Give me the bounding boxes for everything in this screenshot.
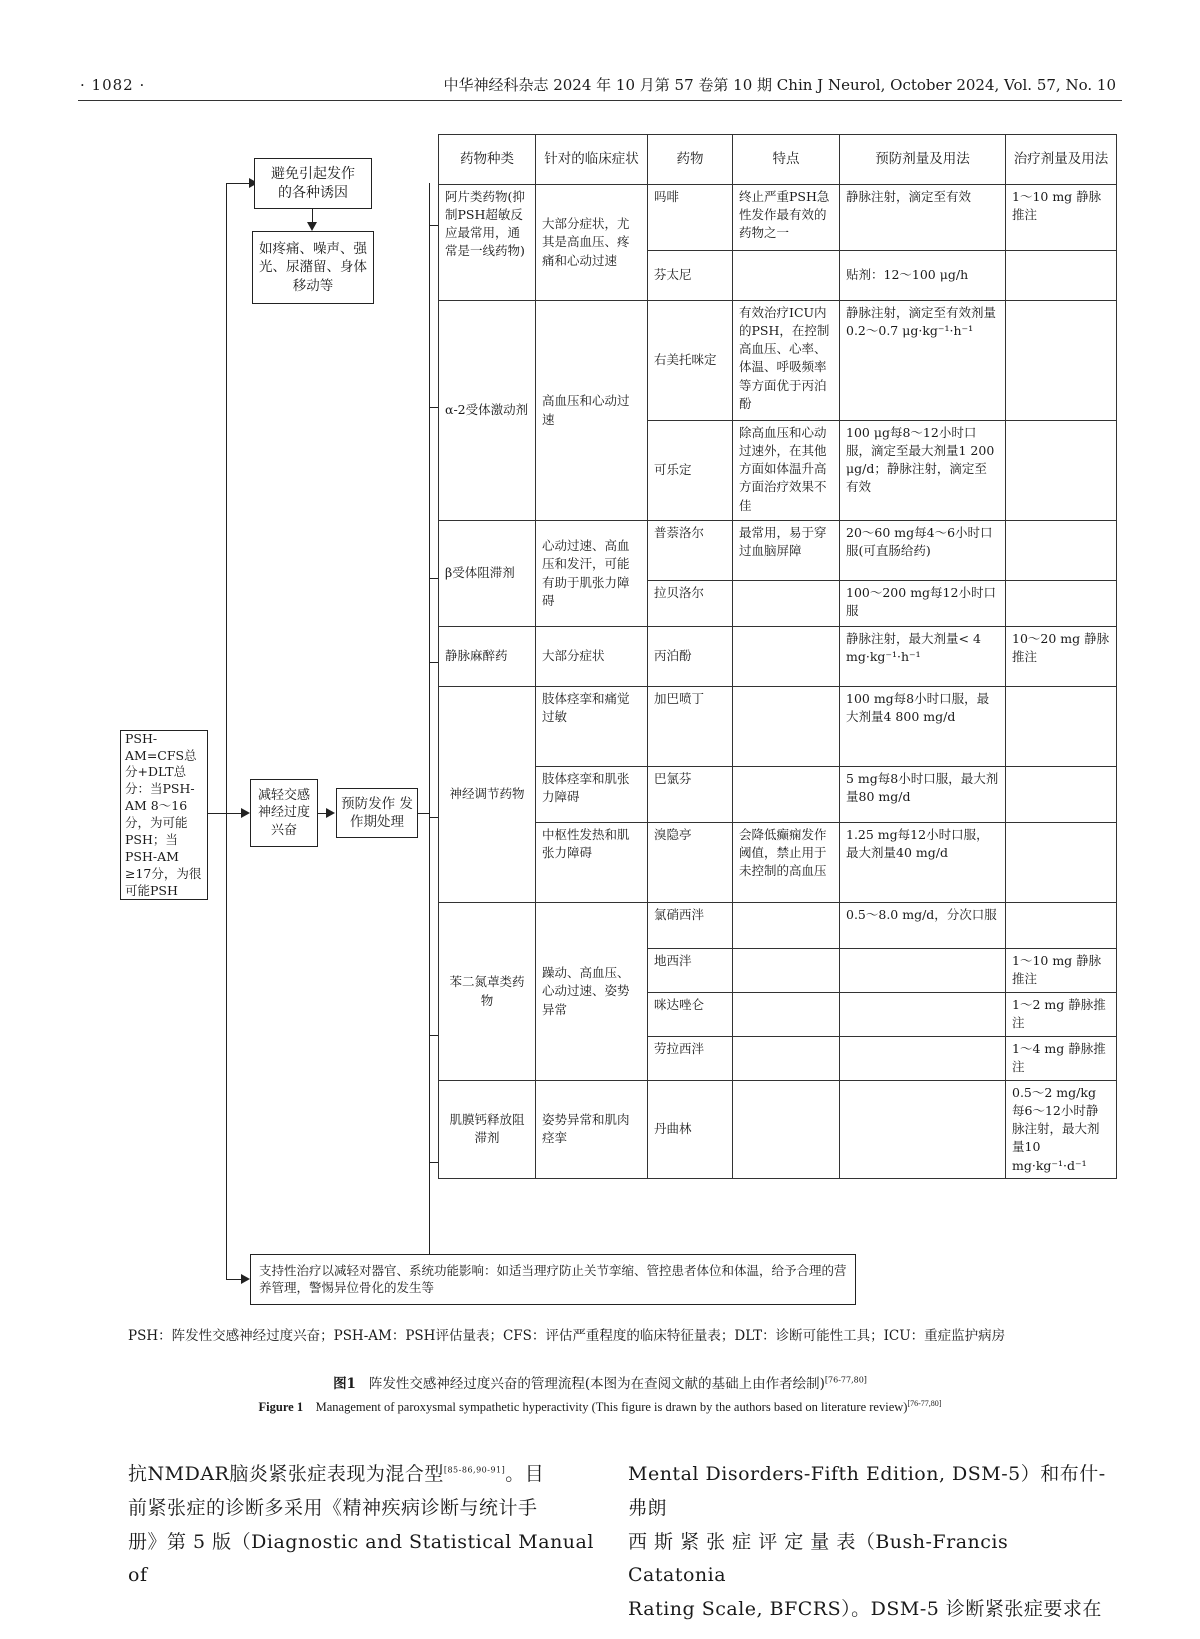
- treat-cell: [1006, 903, 1117, 949]
- header-prevent-dose: 预防剂量及用法: [840, 135, 1006, 185]
- treat-cell: 10～20 mg 静脉推注: [1006, 627, 1117, 687]
- trigger-examples-box: 如疼痛、噪声、强光、尿潴留、身体移动等: [252, 231, 374, 304]
- treat-cell: 0.5～2 mg/kg 每6～12小时静脉注射，最大剂量10 mg·kg⁻¹·d⁻¹: [1006, 1081, 1117, 1179]
- header-rule: [78, 100, 1122, 101]
- treat-cell: 1～10 mg 静脉推注: [1006, 185, 1117, 251]
- caption-text-cn: 阵发性交感神经过度兴奋的管理流程(本图为在查阅文献的基础上由作者绘制): [368, 1376, 825, 1392]
- treat-cell: 1～4 mg 静脉推注: [1006, 1037, 1117, 1081]
- prevent-treat-box: 预防发作 发作期处理: [336, 788, 418, 838]
- avoid-triggers-box: 避免引起发作的各种诱因: [254, 158, 372, 209]
- treat-cell: [1006, 301, 1117, 421]
- prevent-cell: 100～200 mg每12小时口服: [840, 581, 1006, 627]
- table-row: [439, 185, 1117, 251]
- bracket-tick-beta: [429, 578, 438, 579]
- page-number: · 1082 ·: [80, 76, 146, 94]
- drug-cell: 丹曲林: [648, 1081, 733, 1179]
- table-row: [439, 767, 1117, 823]
- treat-cell: [1006, 687, 1117, 767]
- treat-cell: [1006, 823, 1117, 903]
- prevent-cell: 静脉注射，最大剂量< 4 mg·kg⁻¹·h⁻¹: [840, 627, 1006, 687]
- header-drug: 药物: [648, 135, 733, 185]
- prevent-cell: 20～60 mg每4～6小时口服(可直肠给药): [840, 521, 1006, 581]
- body-line: 西 斯 紧 张 症 评 定 量 表（Bush-Francis Catatonia: [628, 1530, 1009, 1587]
- treat-cell: [1006, 581, 1117, 627]
- treat-cell: [1006, 521, 1117, 581]
- table-row: [439, 823, 1117, 903]
- figure-caption-en: [0, 1399, 1200, 1415]
- table-row: [439, 627, 1117, 687]
- arrow-to-support: [241, 1274, 250, 1284]
- drug-cell: 可乐定: [648, 421, 733, 521]
- figure-footnote: PSH：阵发性交感神经过度兴奋；PSH-AM：PSH评估量表；CFS：评估严重程度的临床特征量表；DLT：诊断可能性工具；ICU：重症监护病房: [128, 1328, 1006, 1344]
- category-cell: β受体阻滞剂: [439, 521, 536, 627]
- category-cell: 神经调节药物: [439, 687, 536, 903]
- feature-cell: [733, 251, 840, 301]
- prevent-cell: [840, 1037, 1006, 1081]
- bracket-tick-opioid: [429, 225, 438, 226]
- drug-cell: 吗啡: [648, 185, 733, 251]
- feature-cell: 有效治疗ICU内的PSH，在控制高血压、心率、体温、呼吸频率等方面优于丙泊酚: [733, 301, 840, 421]
- category-cell: 静脉麻醉药: [439, 627, 536, 687]
- symptom-cell: 躁动、高血压、心动过速、姿势异常: [536, 903, 648, 1081]
- psh-assessment-box: PSH-AM=CFS总分+DLT总分：当PSH-AM 8～16分，为可能PSH；当PSH-AM ≥17分，为很可能PSH: [120, 730, 208, 900]
- table-bracket-line: [429, 183, 430, 1284]
- arrow-to-reduce: [241, 808, 250, 818]
- caption-label-en: Figure 1: [258, 1400, 304, 1415]
- feature-cell: [733, 903, 840, 949]
- symptom-cell: 肢体痉挛和痛觉过敏: [536, 687, 648, 767]
- prevent-cell: 5 mg每8小时口服，最大剂量80 mg/d: [840, 767, 1006, 823]
- table-row: [439, 1081, 1117, 1179]
- feature-cell: [733, 581, 840, 627]
- drug-table: [438, 134, 1117, 1179]
- drug-cell: 地西泮: [648, 949, 733, 993]
- category-cell: 苯二氮䓬类药物: [439, 903, 536, 1081]
- caption-ref-cn: [76-77,80]: [824, 1375, 867, 1385]
- prevent-cell: 100 μg每8～12小时口服，滴定至最大剂量1 200 μg/d；静脉注射，滴定至有效: [840, 421, 1006, 521]
- prevent-cell: [840, 1081, 1006, 1179]
- treat-cell: [1006, 421, 1117, 521]
- symptom-cell: 心动过速、高血压和发汗，可能有助于肌张力障碍: [536, 521, 648, 627]
- feature-cell: [733, 767, 840, 823]
- symptom-cell: 大部分症状，尤其是高血压、疼痛和心动过速: [536, 185, 648, 301]
- symptom-cell: 高血压和心动过速: [536, 301, 648, 521]
- header-treat-dose: 治疗剂量及用法: [1006, 135, 1117, 185]
- feature-cell: 终止严重PSH急性发作最有效的药物之一: [733, 185, 840, 251]
- symptom-cell: 大部分症状: [536, 627, 648, 687]
- header-symptom: 针对的临床症状: [536, 135, 648, 185]
- bracket-tick-ryanodine: [429, 1162, 438, 1163]
- category-cell: 肌膜钙释放阻滞剂: [439, 1081, 536, 1179]
- feature-cell: [733, 949, 840, 993]
- feature-cell: [733, 993, 840, 1037]
- reduce-sympathetic-box: 减轻交感神经过度兴奋: [250, 779, 318, 847]
- prevent-cell: 静脉注射，滴定至有效剂量0.2～0.7 μg·kg⁻¹·h⁻¹: [840, 301, 1006, 421]
- body-line: 抗NMDAR脑炎紧张症表现为混合型[85-86,90-91]。目: [128, 1463, 545, 1485]
- body-left-column: [128, 1458, 598, 1593]
- feature-cell: [733, 1037, 840, 1081]
- bracket-tick-neuro: [429, 817, 438, 818]
- feature-cell: [733, 627, 840, 687]
- body-line: 前紧张症的诊断多采用《精神疾病诊断与统计手: [128, 1496, 538, 1519]
- prevent-cell: 静脉注射，滴定至有效: [840, 185, 1006, 251]
- body-line: Mental Disorders-Fifth Edition, DSM-5）和布什-弗朗: [628, 1463, 1106, 1519]
- table-row: [439, 301, 1117, 421]
- drug-cell: 咪达唑仑: [648, 993, 733, 1037]
- prevent-cell: [840, 949, 1006, 993]
- journal-header: 中华神经科杂志 2024 年 10 月第 57 卷第 10 期 Chin J Neurol, October 2024, Vol. 57, No. 10: [443, 76, 1116, 94]
- feature-cell: [733, 687, 840, 767]
- feature-cell: 会降低癫痫发作阈值，禁止用于未控制的高血压: [733, 823, 840, 903]
- symptom-cell: 姿势异常和肌肉痉挛: [536, 1081, 648, 1179]
- feature-cell: 除高血压和心动过速外，在其他方面如体温升高方面治疗效果不佳: [733, 421, 840, 521]
- prevent-cell: [840, 993, 1006, 1037]
- treat-cell: 1～10 mg 静脉推注: [1006, 949, 1117, 993]
- prevent-cell: 1.25 mg每12小时口服，最大剂量40 mg/d: [840, 823, 1006, 903]
- symptom-cell: 中枢性发热和肌张力障碍: [536, 823, 648, 903]
- prevent-to-bracket-line: [418, 813, 429, 814]
- caption-label-cn: 图1: [333, 1376, 356, 1392]
- drug-cell: 拉贝洛尔: [648, 581, 733, 627]
- caption-ref-en: [76-77,80]: [907, 1399, 942, 1408]
- main-trunk-line: [226, 183, 227, 1279]
- body-line: 册》第 5 版（Diagnostic and Statistical Manual of: [128, 1530, 594, 1587]
- drug-cell: 巴氯芬: [648, 767, 733, 823]
- treat-cell: [1006, 251, 1117, 301]
- feature-cell: 最常用，易于穿过血脑屏障: [733, 521, 840, 581]
- figure-caption-cn: [0, 1372, 1200, 1392]
- drug-cell: 芬太尼: [648, 251, 733, 301]
- drug-cell: 右美托咪定: [648, 301, 733, 421]
- bracket-tick-anesthetic: [429, 662, 438, 663]
- prevent-cell: 100 mg每8小时口服，最大剂量4 800 mg/d: [840, 687, 1006, 767]
- supportive-therapy-box: 支持性治疗以减轻对器官、系统功能影响：如适当理疗防止关节挛缩、管控患者体位和体温，给予合理的营养管理，警惕异位骨化的发生等: [250, 1254, 856, 1305]
- arrow-to-triggers: [307, 222, 317, 231]
- drug-cell: 溴隐亭: [648, 823, 733, 903]
- bracket-tick-benzo: [429, 1035, 438, 1036]
- drug-cell: 普萘洛尔: [648, 521, 733, 581]
- bracket-tick-alpha2: [429, 407, 438, 408]
- category-cell: α-2受体激动剂: [439, 301, 536, 521]
- symptom-cell: 肢体痉挛和肌张力障碍: [536, 767, 648, 823]
- treat-cell: [1006, 767, 1117, 823]
- prevent-cell: 贴剂：12～100 μg/h: [840, 251, 1006, 301]
- caption-text-en: Management of paroxysmal sympathetic hyperactivity (This figure is drawn by the authors based on literature review): [315, 1400, 908, 1415]
- category-cell: 阿片类药物(抑制PSH超敏反应最常用，通常是一线药物): [439, 185, 536, 301]
- table-row: [439, 687, 1117, 767]
- drug-cell: 氯硝西泮: [648, 903, 733, 949]
- body-right-column: [628, 1458, 1108, 1627]
- body-line: Rating Scale, BFCRS）。DSM-5 诊断紧张症要求在: [628, 1598, 1102, 1621]
- drug-cell: 劳拉西泮: [648, 1037, 733, 1081]
- header-category: 药物种类: [439, 135, 536, 185]
- table-header-row: [439, 135, 1117, 185]
- table-row: [439, 521, 1117, 581]
- arrow-to-prevent: [326, 808, 335, 818]
- header-feature: 特点: [733, 135, 840, 185]
- table-row: [439, 903, 1117, 949]
- feature-cell: [733, 1081, 840, 1179]
- psh-to-trunk-line: [208, 813, 226, 814]
- drug-cell: 加巴喷丁: [648, 687, 733, 767]
- drug-cell: 丙泊酚: [648, 627, 733, 687]
- prevent-cell: 0.5～8.0 mg/d，分次口服: [840, 903, 1006, 949]
- treat-cell: 1～2 mg 静脉推注: [1006, 993, 1117, 1037]
